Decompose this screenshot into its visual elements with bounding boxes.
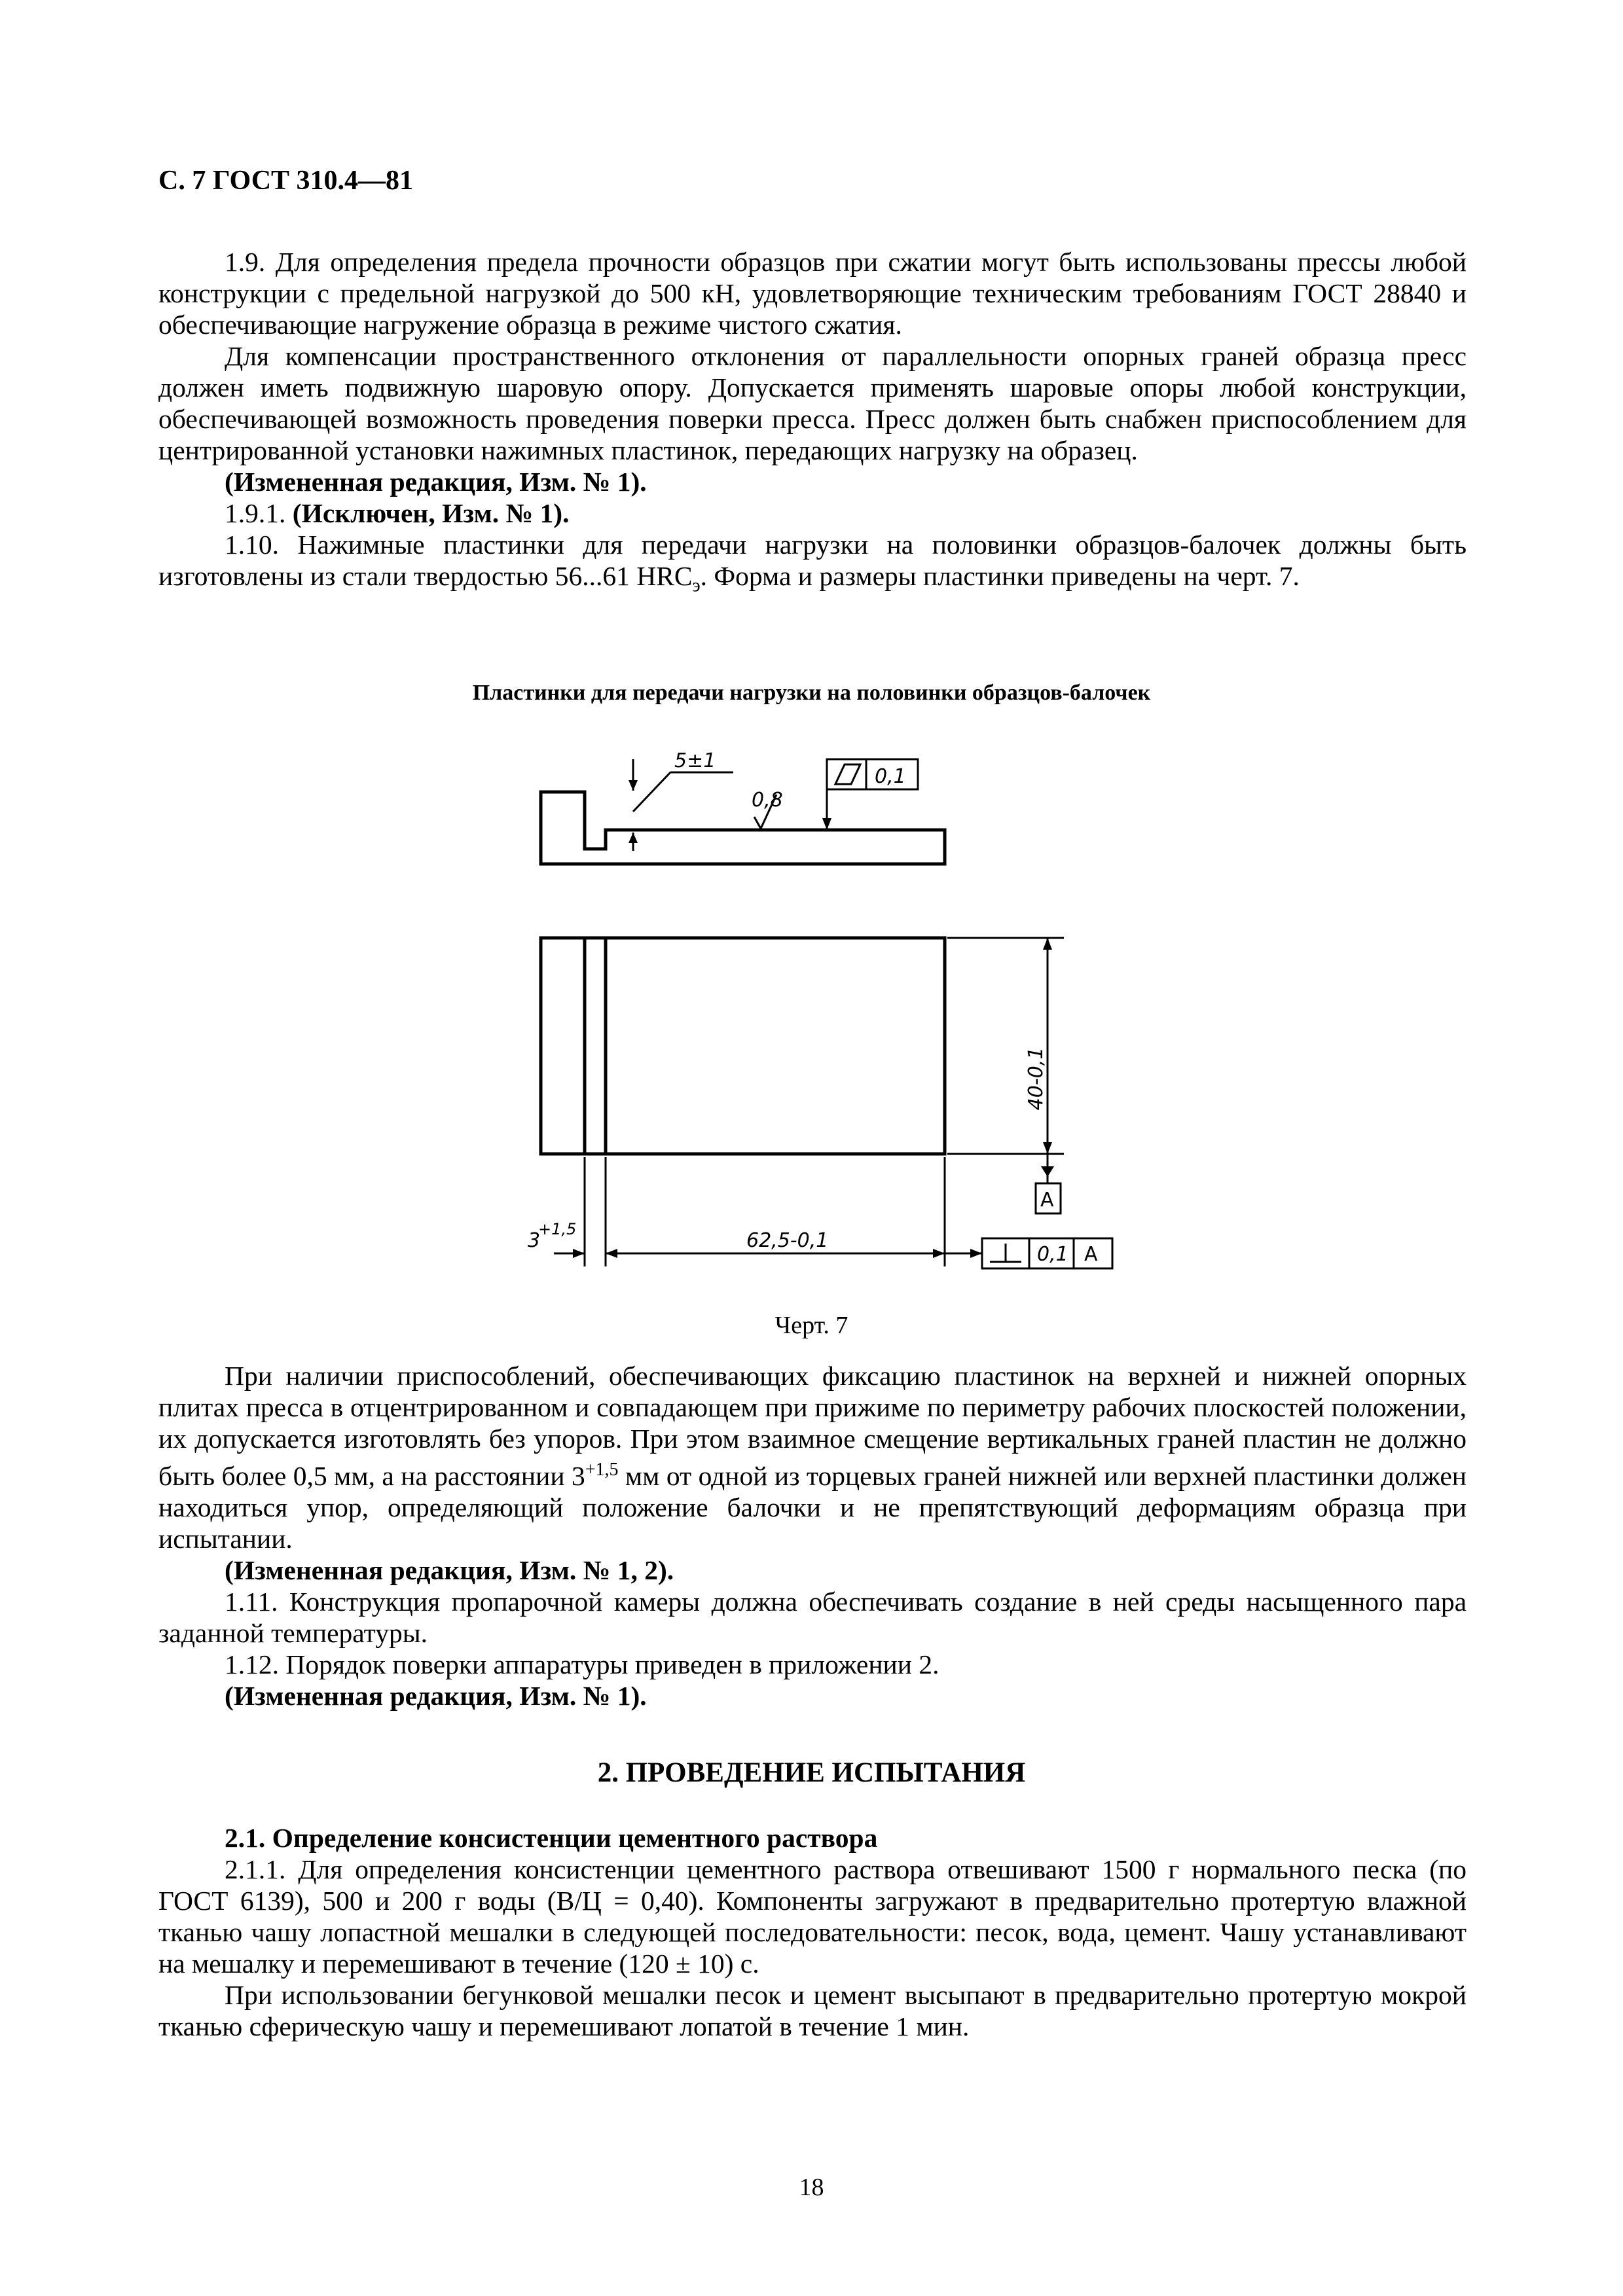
height-arrow-bottom [1043, 1142, 1052, 1154]
dim-step-label: 5±1 [674, 749, 716, 772]
paragraph-1-10-subscript: э [692, 575, 701, 596]
step-arrow-head-top [629, 780, 638, 791]
datum-label: A [1040, 1189, 1054, 1211]
paragraph-fixation [158, 1360, 1467, 1554]
dim-offset-base: 3 [528, 1229, 541, 1252]
step-arrow-head-bottom [629, 833, 638, 843]
paragraph-1-10-text-b: . Форма и размеры пластинки приведены на черт. 7. [700, 561, 1300, 591]
height-arrow-top [1043, 938, 1052, 950]
paragraph-3: (Измененная редакция, Изм. № 1). [225, 1680, 647, 1711]
dim-offset-sup: +1,5 [538, 1220, 577, 1238]
paragraph-fixation-text-b: мм от одной из торцевых граней нижней или верхней пластинки должен находиться упор, определяющий положение балочки и не препятствующий деформациям образца при испытании. [158, 1460, 1467, 1554]
flatness-tolerance-label: 0,1 [875, 765, 906, 788]
paragraph-2: При использовании бегунковой мешалки песок и цемент высыпают в предварительно протертую мокрой тканью сферическую чашу и перемешивают лопатой в течение 1 мин. [158, 1980, 1467, 2041]
length-arrow-right [933, 1249, 945, 1258]
perp-leader-arrow [970, 1249, 982, 1258]
paragraph-1-9-1-status: (Исключен, Изм. № 1). [292, 498, 570, 528]
perp-tolerance-label: 0,1 [1037, 1243, 1068, 1266]
roughness-label: 0,8 [752, 789, 783, 812]
paragraph-fixation-superscript: +1,5 [585, 1460, 619, 1480]
figure-title: Пластинки для передачи нагрузки на половинки образцов-балочек [472, 681, 1151, 705]
paragraph-0: (Измененная редакция, Изм. № 1, 2). [225, 1554, 674, 1585]
paragraph-group-1-11-1-12 [158, 1554, 1467, 1712]
perp-datum-label: A [1084, 1243, 1098, 1266]
paragraph-fixation-text-a: При наличии приспособлений, обеспечивающих фиксацию пластинок на верхней и нижней опорных плитах пресса в отцентрированном и совпадающем при прижиме по периметру рабочих плоскостей положении, их допускается изготовлять без упоров. При этом взаимное смещение вертикальных граней пластин не должно быть более 0,5 мм, а на расстоянии 3 [158, 1361, 1467, 1491]
flatness-arrow-head [822, 818, 831, 830]
page-number: 18 [799, 2174, 824, 2201]
figure-caption: Черт. 7 [775, 1312, 848, 1339]
paragraph-0: 1.9. Для определения предела прочности образцов при сжатии могут быть использованы прессы любой конструкции с предельной нагрузкой до 500 кН, удовлетворяющие техническим требованиям ГОСТ 28840 и обеспечивающие нагружение образца в режиме чистого сжатия. [158, 247, 1467, 340]
paragraph-0: 2.1. Определение консистенции цементного раствора [225, 1823, 878, 1853]
length-arrow-left [606, 1249, 617, 1258]
paragraph-1: 2.1.1. Для определения консистенции цементного раствора отвешивают 1500 г нормального песка (по ГОСТ 6139), 500 и 200 г воды (В/Ц = 0,40). Компоненты загружают в предварительно протертую влажной тканью чашу лопастной мешалки в следующей последовательности: песок, вода, цемент. Чашу устанавливают на мешалку и перемешивают в течение (120 ± 10) с. [158, 1854, 1467, 1979]
dim-height-label: 40-0,1 [1025, 1047, 1048, 1111]
flatness-icon [835, 764, 860, 784]
side-view-profile [541, 792, 945, 864]
dim-length-label: 62,5-0,1 [746, 1229, 829, 1252]
page-header: С. 7 ГОСТ 310.4—81 [158, 166, 414, 196]
paragraph-2: 1.12. Порядок поверки аппаратуры приведен в приложении 2. [225, 1649, 939, 1679]
section-title: 2. ПРОВЕДЕНИЕ ИСПЫТАНИЯ [597, 1757, 1026, 1788]
paragraph-1: Для компенсации пространственного отклонения от параллельности опорных граней образца пресс должен иметь подвижную шаровую опору. Допускается применять шаровые опоры любой конструкции, обеспечивающей возможность проведения поверки пресса. Пресс должен быть снабжен приспособлением для центрированной установки нажимных пластинок, передающих нагрузку на образец. [158, 341, 1467, 465]
section-2-1 [158, 1822, 1467, 2042]
paragraph-1-10-text-a: 1.10. Нажимные пластинки для передачи нагрузки на половинки образцов-балочек должны быть изготовлены из стали твердостью 56...61 HRC [158, 529, 1467, 591]
paragraph-2: (Измененная редакция, Изм. № 1). [225, 467, 647, 497]
paragraph-1: 1.11. Конструкция пропарочной камеры должна обеспечивать создание в ней среды насыщенного пара заданной температуры. [158, 1586, 1467, 1648]
datum-triangle [1041, 1166, 1054, 1177]
paragraph-1-9-1-number: 1.9.1. [225, 498, 293, 528]
offset-arrow [573, 1249, 585, 1258]
plan-view-outline [541, 938, 945, 1154]
paragraph-group-2-1 [158, 1822, 1467, 2042]
section-after-figure [158, 1360, 1467, 1712]
step-leader-line [633, 772, 670, 812]
